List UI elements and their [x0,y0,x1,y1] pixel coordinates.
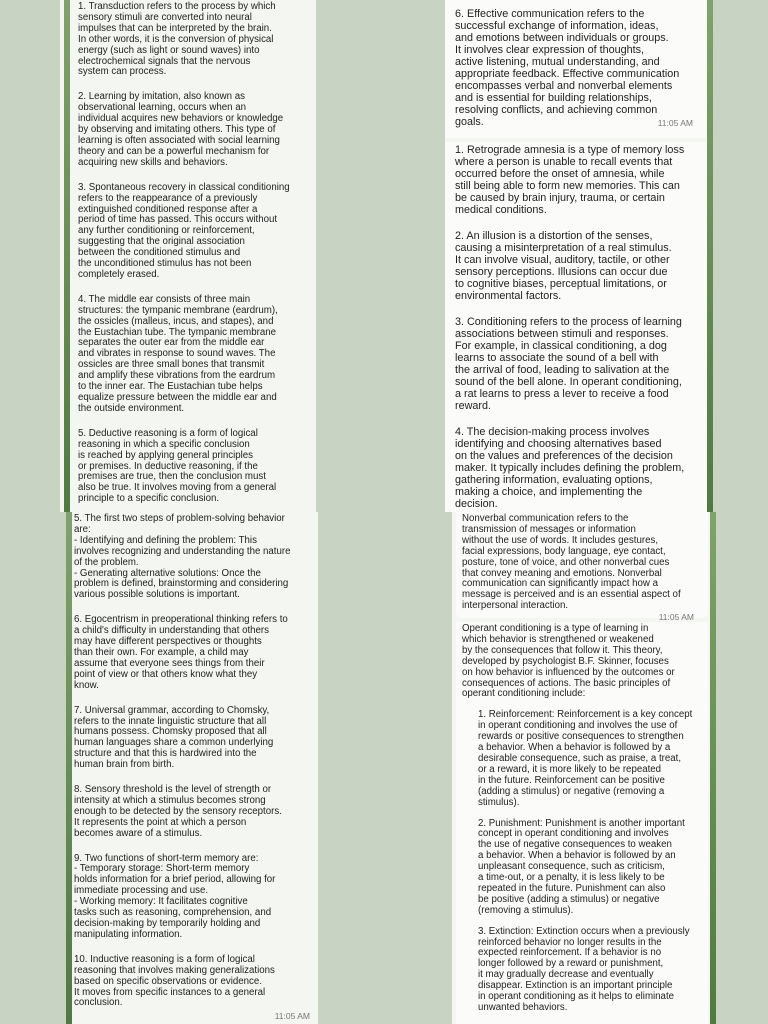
message-item: 5. Deductive reasoning is a form of logical reasoning in which a specific conclusion is reached by applying general principles or premises. In deductive reasoning, if the premises are true, then the conclusion must also be true. It involves moving from a general principle to a specific conclusion. [78,427,277,505]
message-item: 4. The decision-making process involves identifying and choosing alternatives based on the values and preferences of the decision maker. It typically includes defining the problem, gathering information, evaluating options, making a choice, and implementing the decision. [455,426,685,510]
message-item: 8. Sensory threshold is the level of strength or intensity at which a stimulus becomes strong enough to be detected by the sensory receptors. It represents the point at which a person becomes aware of a stimulus. [74,784,282,839]
message-timestamp: 11:05 AM [274,1011,310,1022]
message-timestamp: 11:05 AM [658,612,694,623]
message-item: 3. Extinction: Extinction occurs when a previously reinforced behavior no longer results in the expected reinforcement. If a behavior is no longer followed by a reward or punishment, it may gradually decrease and eventually disappear. Extinction is an important principle in operant conditioning as it helps to eliminate unwanted behaviors. [478,925,690,1013]
message-item: 9. Two functions of short-term memory are: - Temporary storage: Short-term memory holds information for a brief period, allowing for immediate processing and use. - Working memory: It facilitates cognitive tasks such as reasoning, comprehension, and decision-making by temporarily holding and manipulating information. [74,852,276,940]
message-timestamp: 11:05 AM [657,118,693,128]
message-item: 3. Spontaneous recovery in classical conditioning refers to the reappearance of a previously extinguished conditioned response after a period of time has passed. This occurs without any further conditioning or reinforcement, suggesting that the original association between the conditioned stimulus and the unconditioned stimulus has not been completely erased. [78,181,290,280]
message-item: 7. Universal grammar, according to Chomsky, refers to the innate linguistic structure that all humans possess. Chomsky proposed that all human languages share a common underlying structure and that this is hardwired into the human brain from birth. [74,704,274,771]
message-item: 2. Punishment: Punishment is another important concept in operant conditioning and involves the use of negative consequences to weaken a behavior. When a behavior is followed by an unpleasant consequence, such as criticism, a time-out, or a penalty, it is less likely to be repeated in the future. Punishment can also be positive (adding a stimulus) or negative (removing a stimulus). [478,817,685,916]
message-item: 1. Reinforcement: Reinforcement is a key concept in operant conditioning and involves the use of rewards or positive consequences to strengthen a behavior. When a behavior is followed by a desirable consequence, such as praise, a treat, or a reward, it is more likely to be repeated in the future. Reinforcement can be positive (adding a stimulus) or negative (removing a stimulus). [478,709,693,808]
message-intro: Operant conditioning is a type of learning in which behavior is strengthened or weakened by the consequences that follow it. This theory, developed by psychologist B.F. Skinner, focuses on how behavior is influenced by the outcomes or consequences of actions. The basic principles of operant conditioning include: [462,623,675,700]
panel-edge [64,0,70,512]
panel-edge [707,0,713,512]
panel-edge [66,512,72,1024]
message-item: 4. The middle ear consists of three main structures: the tympanic membrane (eardrum), the ossicles (malleus, incus, and stapes), and the Eustachian tube. The tympanic membrane separates the outer ear from the middle ear and vibrates in response to sound waves. The ossicles are three small bones that transmit and amplify these vibrations from the eardrum to the inner ear. The Eustachian tube helps equalize pressure between the middle ear and the outside environment. [78,293,278,414]
message-item: 6. Egocentrism in preoperational thinking refers to a child's difficulty in understanding that others may have different perspectives or thoughts than their own. For example, a child may assume that everyone sees things from their point of view or that others know what they know. [74,614,288,691]
message-item: 1. Transduction refers to the process by which sensory stimuli are converted into neural impulses that can be interpreted by the brain. In other words, it is the conversion of physical energy (such as light or sound waves) into electrochemical signals that the nervous system can process. [78,1,276,78]
message-bubble[interactable] [445,0,707,138]
message-bubble[interactable] [445,142,707,512]
panel-edge [710,512,716,1024]
chat-panel-bottom-left [66,512,318,1024]
message-item: 10. Inductive reasoning is a form of logical reasoning that involves making generalizations based on specific observations or evidence. It moves from specific instances to a general conclusion. [74,953,275,1009]
message-text: Nonverbal communication refers to the transmission of messages or information without the use of words. It includes gestures, facial expressions, body language, eye contact, posture, tone of voice, and other nonverbal cues that convey meaning and emotions. Nonverbal communication can significantly impact how a message is perceived and is an essential aspect of interpersonal interaction. [462,513,681,612]
message-item: 2. An illusion is a distortion of the senses, causing a misinterpretation of a real stimulus. It can involve visual, auditory, tactile, or other sensory perceptions. Illusions can occur due to cognitive biases, perceptual limitations, or environmental factors. [455,230,672,302]
message-text: 6. Effective communication refers to the successful exchange of information, ideas, and emotions between individuals or groups. It involves clear expression of thoughts, active listening, mutual understanding, and appropriate feedback. Effective communication encompasses verbal and nonverbal elements and is essential for building relationships, resolving conflicts, and achieving common goals. [455,8,680,128]
chat-panel-bottom-right [452,512,716,1024]
message-item: 2. Learning by imitation, also known as observational learning, occurs when an individual acquires new behaviors or knowledge by observing and imitating others. This type of learning is often associated with social learning theory and can be a powerful mechanism for acquiring new skills and behaviors. [78,91,284,168]
chat-panel-top-left [60,0,316,512]
message-item: 5. The first two steps of problem-solving behavior are: - Identifying and defining the problem: This involves recognizing and understanding the nature of the problem. - Generating alternative solutions: Once the problem is defined, brainstorming and considering various possible solutions is important. [74,513,291,601]
message-item: 1. Retrograde amnesia is a type of memory loss where a person is unable to recall events that occurred before the onset of amnesia, while still being able to form new memories. This can be caused by brain injury, trauma, or certain medical conditions. [455,144,685,216]
message-item: 3. Conditioning refers to the process of learning associations between stimuli and responses. For example, in classical conditioning, a dog learns to associate the sound of a bell with the arrival of food, leading to salivation at the sound of the bell alone. In operant conditioning, a rat learns to press a lever to receive a food reward. [455,316,682,412]
message-bubble[interactable] [456,512,708,623]
chat-panel-top-right [445,0,713,512]
message-bubble[interactable] [456,622,708,1024]
